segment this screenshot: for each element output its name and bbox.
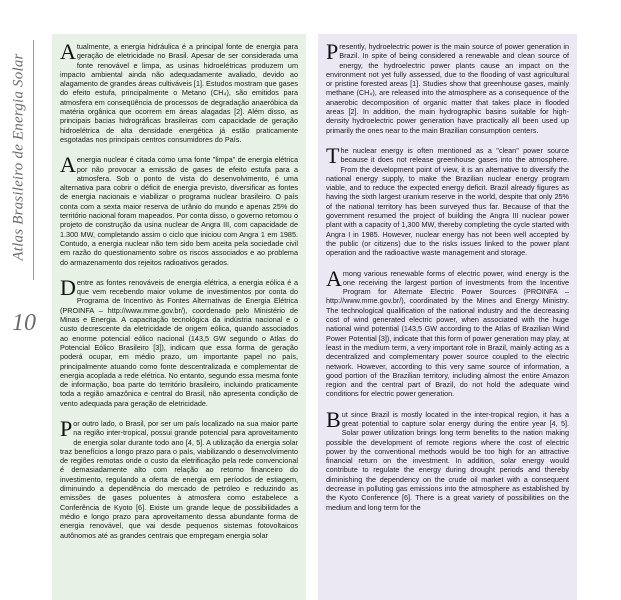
portuguese-text-column <box>52 34 306 600</box>
paragraph-solar-pt <box>60 415 298 540</box>
paragraph-body: energia nuclear é citada como uma fonte "limpa" de energia elétrica por não provocar a emissão de gases de efeito estufa para a atmosfera. Sob o ponto de vista do desenvolvimento, é uma alternativa para cobrir o déficit de energia previsto, diversificar as fontes de energia nacionais e viabilizar o programa nuclear brasileiro. O país conta com a sexta maior reserva de urânio do mundo e apenas 25% do território nacional foram mapeados. Por conta disso, o governo retomou o projeto de construção da usina nuclear de Angra III, com capacidade de 1.300 MW, completando assim o ciclo que iniciou com Angra 1 em 1985. Contudo, a energia nuclear não tem sido bem aceita pela sociedade civil em razão do questionamento sobre os riscos associados e ao problema do armazenamento dos rejeitos radioativos gerados. <box>60 155 298 267</box>
paragraph-solar-en <box>326 406 569 512</box>
paragraph-nuclear-en <box>326 142 569 258</box>
paragraph-body: resently, hydroelectric power is the main source of power generation in Brazil. In spite of being considered a renewable and clean source of energy, the hydroelectric power plants cause an impact on the environment not yet fully assessed, due to the flooding of vast agricultural or pristine forested areas [1]. Studies show that greenhouse gases, mainly methane (CH₄), are released into the atmosphere as a consequence of the anaerobic decomposition of organic matter that takes place in flooded areas [2]. In addition, the main hydrographic basins suitable for high-density hydroelectric power generation have practically all been used up primarily the ones near to the main Brazilian consumption centers. <box>326 42 569 135</box>
atlas-title-vertical <box>4 42 34 272</box>
paragraph-body: ut since Brazil is mostly located in the inter-tropical region, it has a great potential to capture solar energy during the entire year [4, 5]. Solar power utilization brings long term benefits to the nation making possible the development of remote regions where the cost of electric power by the conventional methods would be too high for an attractive financial return on the investment. In addition, solar energy would contribute to regulate the energy during drought periods and thereby diminishing the dependency on the crude oil market with a consequent decrease in polluting gas emissions into the atmosphere as established by the Kyoto Conference [6]. There is a great variety of possibilities on the medium and long term for the <box>326 409 569 512</box>
paragraph-wind-en <box>326 265 569 399</box>
drop-cap: A <box>60 152 76 178</box>
drop-cap: P <box>60 415 73 441</box>
drop-cap: T <box>326 142 340 168</box>
page-number: 10 <box>12 310 36 336</box>
paragraph-hydro-en <box>326 39 569 135</box>
paragraph-body: or outro lado, o Brasil, por ser um país localizado na sua maior parte na região inter-tropical, possui grande potencial para aproveitamento de energia solar durante todo ano [4, 5]. A utilização da energia solar traz benefícios a longo prazo para o país, viabilizando o desenvolvimento de regiões remotas onde o custo da eletrificação pela rede convencional é demasiadamente alto com relação ao retorno financeiro do investimento, regulando a oferta de energia em períodos de estiagem, diminuindo a dependência do mercado de petróleo e reduzindo as emissões de gases poluentes à atmosfera como estabelece a Conferência de Kyoto [6]. Existe um grande leque de possibilidades a médio e longo prazo para aproveitamento dessa abundante forma de energia renovável, que vai desde pequenos sistemas fotovoltaicos autônomos até as grandes centrais que empregam energia solar <box>60 418 298 540</box>
paragraph-body: entre as fontes renováveis de energia elétrica, a energia eólica é a que vem recebendo maior volume de investimentos por conta do Programa de Incentivo às Fontes Alternativas de Energia Elétrica (PROINFA – http://www.mme.gov.br/), coordenado pelo Ministério de Minas e Energia. A capacitação tecnológica da indústria nacional e o custo decrescente da eletricidade de origem eólica, quando associados ao enorme potencial eólico nacional (143,5 GW segundo o Atlas do Potencial Eólico Brasileiro [3]), indicam que essa forma de geração poderá ocupar, em médio prazo, um importante papel no país, principalmente atuando como fonte descentralizada e complementar de energia acoplada a rede elétrica. No entanto, segundo essa mesma fonte de informação, boa parte do território brasileiro, incluindo praticamente toda a região amazônica e central do Brasil, não apresenta condição de vento adequada para geração de eletricidade. <box>60 277 298 408</box>
drop-cap: A <box>326 265 342 291</box>
paragraph-body: mong various renewable forms of electric power, wind energy is the one receiving the largest portion of investments from the Incentive Program for Alternate Electric Power Sources (PROINFA – http://www.mme.gov.br/), coordinated by the Mines and Energy Ministry. The technological qualification of the national industry and the decreasing cost of wind generated electric power, when associated with the huge national wind potential (143,5 GW according to the Atlas of Brazilian Wind Power Potential [3]), indicate that this form of power generation may play, at least in the medium term, a very important role in Brazil, mainly acting as a decentralized and complementary power source coupled to the electric network. However, according to this very same source of information, a good portion of the Brazilian territory, including almost the entire Amazon region and the central part of Brazil, do not hold the adequate wind conditions for electric power generation. <box>326 268 569 399</box>
drop-cap: B <box>326 406 341 432</box>
drop-cap: A <box>60 39 76 64</box>
drop-cap: D <box>60 274 76 300</box>
english-text-column <box>318 34 577 600</box>
paragraph-body: tualmente, a energia hidráulica é a principal fonte de energia para geração de eletricidade no Brasil. Apesar de ser considerada uma fonte renovável e limpa, as usinas hidroelétricas produzem um impacto ambiental ainda não adequadamente avaliado, devido ao alagamento de grandes áreas cultiváveis [1]. Estudos mostram que gases do efeito estufa, principalmente o Metano (CH₄), são emitidos para atmosfera em conseqüência de processos de degradação anaeróbica da matéria orgânica que ocorrem em áreas alagadas [2]. Além disso, as principais bacias hidrográficas brasileiras com capacidade de geração hidroelétrica de alta densidade energética já estão praticamente esgotadas nos principais centros consumidores do País. <box>60 42 298 144</box>
sidebar-divider <box>33 40 34 280</box>
drop-cap: P <box>326 39 339 64</box>
atlas-title-text: Atlas Brasileiro de Energia Solar <box>10 53 27 261</box>
paragraph-nuclear-pt <box>60 152 298 267</box>
paragraph-wind-pt <box>60 274 298 408</box>
paragraph-body: he nuclear energy is often mentioned as a "clean" power source because it does not release greenhouse gases into the atmosphere. From the development point of view, it is an alternative to diversify the national energy supply, to make the Brazilian nuclear energy program viable, and to reduce the expected energy deficit. Brazil already figures as having the sixth largest uranium reserve in the world, despite that only 25% of the national territory has been surveyed thus far. Because of that the government resumed the project of building the Angra III nuclear power plant with a capacity of 1,300 MW, thereby completing the cycle started with Angra I in 1985. However, nuclear energy has not been well accepted by the public (or citizens) due to the risks issues linked to the power plant operation and the radioactive waste management and storage. <box>326 145 569 258</box>
paragraph-hydro-pt <box>60 39 298 144</box>
